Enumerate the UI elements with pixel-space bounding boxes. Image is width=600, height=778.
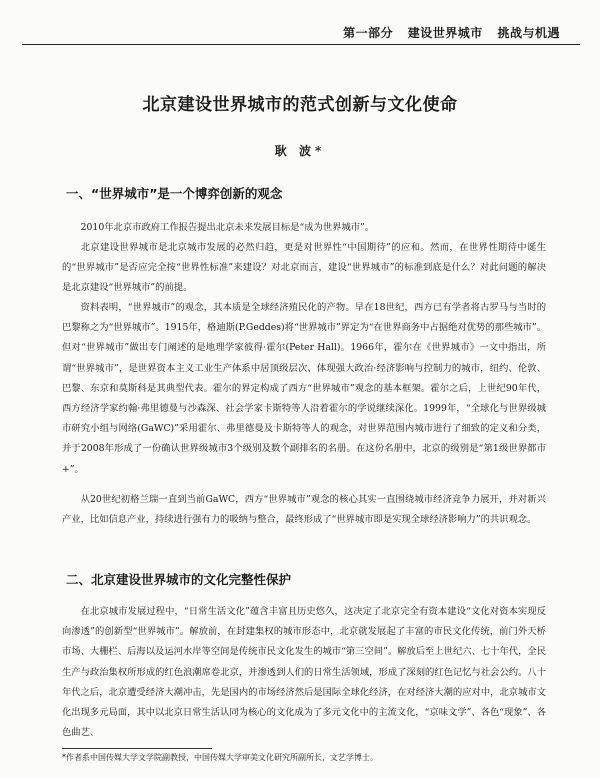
section-heading-2: 二、北京建设世界城市的文化完整性保护: [66, 572, 292, 587]
paragraph: 资料表明，“世界城市”的观念，其本质是全球经济殖民化的产物。早在18世纪，西方已有学者将古罗马与当时的巴黎称之为“世界城市”。1915年，格迪斯(P.Geddes)将“世界城市”界定为“在世界商务中占据绝对优势的那些城市”。但对“世界城市”做出专门阐述的是地理学家彼得·霍尔(Peter Hall)。1966年，霍尔在《世界城市》一文中指出，所谓“世界城市”，是世界资本主义工业生产体系中居顶级层次、体现强大政治·经济影响与控制力的城市，纽约、伦敦、巴黎、东京和莫斯科是其典型代表。霍尔的界定构成了西方“世界城市”观念的基本框架。霍尔之后，上世纪90年代，西方经济学家约翰·弗里德曼与沙森深、社会学家卡斯特等人沿着霍尔的学说继续深化。1999年，“全球化与世界级城市研究小组与网络(GaWC)”采用霍尔、弗里德曼及卡斯特等人的观念，对世界范围内城市进行了细致的定义和分类，并于2008年形成了一份确认世界级城市3个级别及数个副排名的名册。在这份名册中，北京的级别是“第1级世界都市+”。: [62, 302, 546, 475]
paragraph: 北京建设世界城市是北京城市发展的必然归趋，更是对世界性“中国期待”的应和。然而，在世界性期待中诞生的“世界城市”是否应完全按“世界性标准”来建设？对北京而言，建设“世界城市”的标准到底是什么？对此问题的解决是北京建设“世界城市”的前提。: [62, 242, 546, 294]
article-title: 北京建设世界城市的范式创新与文化使命: [142, 95, 458, 115]
running-header-part: 第一部分: [343, 26, 394, 40]
running-header-topic: 建设世界城市: [407, 26, 483, 40]
paragraph: 从20世纪初格兰瑞一直到当前GaWC，西方“世界城市”观念的核心其实一直围绕城市经济竞争力展开，并对新兴产业，比如信息产业，持续进行强有力的吸纳与整合，最终形成了“世界城市即是实现全球经济影响力”的共识观念。: [62, 494, 546, 526]
paragraph: 2010年北京市政府工作报告提出北京未来发展目标是“成为世界城市”。: [80, 222, 375, 233]
header-rule: [22, 44, 580, 45]
running-header-subtitle: 挑战与机遇: [497, 26, 560, 40]
running-header: [333, 24, 560, 41]
section-heading-1: 一、“世界城市”是一个博弈创新的观念: [66, 186, 283, 201]
paragraph: 在北京城市发展过程中，“日常生活文化”蕴含丰富且历史悠久，这决定了北京完全有资本建设“文化对资本实现反向渗透”的创新型“世界城市”。解放前，在封建集权的城市形态中，北京就发展起了丰富的市民文化传统，前门外天桥市场、大栅栏、后海以及运河水岸等空间是传统市民文化发生的城市“第三空间”。解放后至上世纪六、七十年代，全民生产与政治集权所形成的红色浪潮席卷北京，并渗透到人们的日常生活领域，形成了深刻的红色记忆与社会公约。八十年代之后，北京遭受经济大潮冲击，先是国内的市场经济然后是国际全球化经济，在对经济大潮的应对中，北京城市文化出现多元局面，其中以北京日常生活认同为核心的文化成为了多元文化中的主流文化，“京味文学”、各色“现象”、各色曲艺、: [62, 606, 546, 739]
article-author: 耿 波*: [274, 144, 326, 158]
footnote: *作者系中国传媒大学文学院副教授，中国传媒大学审美文化研究所副所长，文艺学博士。: [62, 753, 378, 762]
footnote-rule: [62, 748, 212, 749]
